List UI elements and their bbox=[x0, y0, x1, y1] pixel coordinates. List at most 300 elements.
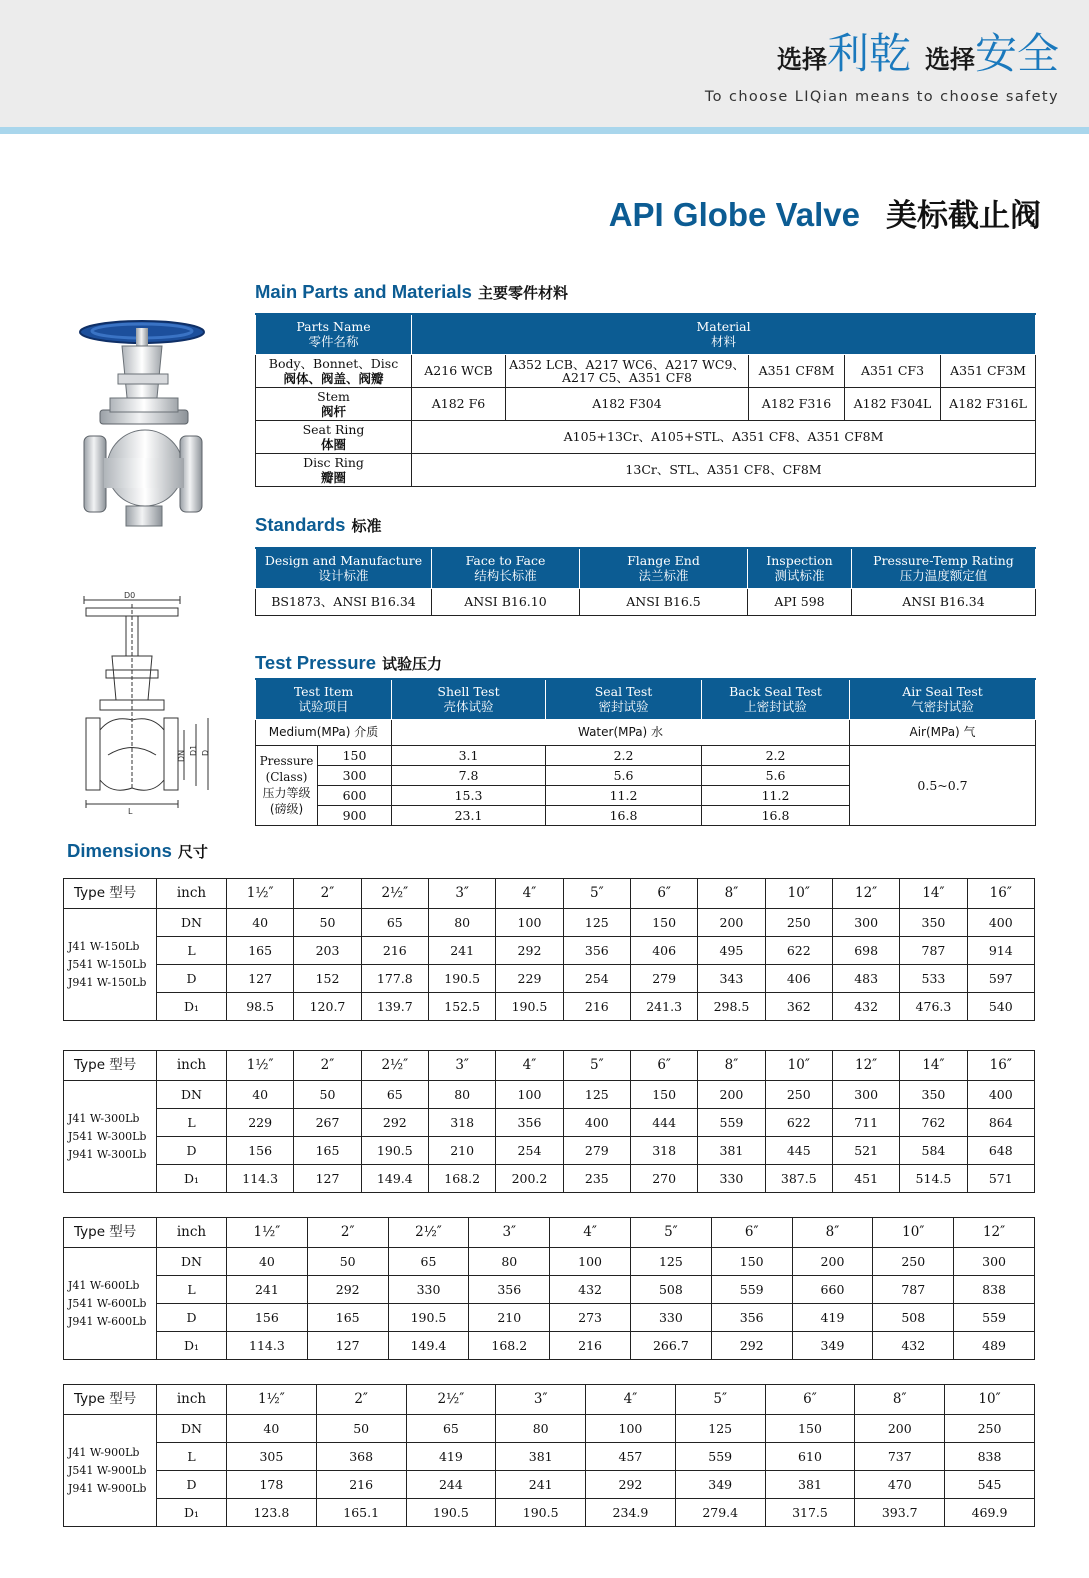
dimension-value: 50 bbox=[307, 1248, 388, 1276]
back-seal-value: 2.2 bbox=[702, 745, 850, 765]
size-header: 8″ bbox=[698, 1051, 765, 1081]
size-header: 5″ bbox=[675, 1385, 765, 1415]
dimension-label: D₁ bbox=[157, 1332, 227, 1360]
materials-col-part bbox=[256, 314, 412, 354]
dimensions-row bbox=[64, 937, 1035, 965]
part-name-cn: 阀体、阀盖、阀瓣 bbox=[283, 370, 384, 386]
model-name: J541 W-900Lb bbox=[68, 1463, 147, 1477]
dimension-value: 114.3 bbox=[227, 1165, 294, 1193]
pressure-label-en: Pressure bbox=[259, 754, 314, 768]
dimension-value: 660 bbox=[792, 1276, 873, 1304]
materials-row bbox=[256, 387, 1036, 420]
size-header: 8″ bbox=[855, 1385, 945, 1415]
slogan-brand: 利乾 bbox=[826, 29, 911, 78]
dimension-value: 444 bbox=[630, 1109, 697, 1137]
dimension-value: 125 bbox=[630, 1248, 711, 1276]
dimension-value: 200.2 bbox=[496, 1165, 563, 1193]
dimension-value: 521 bbox=[832, 1137, 899, 1165]
dimension-value: 80 bbox=[428, 909, 495, 937]
air-label: Air(MPa) 气 bbox=[850, 719, 1036, 745]
size-header: 10″ bbox=[765, 879, 832, 909]
standards-col-cn: 设计标准 bbox=[318, 568, 369, 584]
size-header: 14″ bbox=[900, 879, 967, 909]
dimensions-size-row bbox=[64, 1218, 1035, 1248]
dimension-value: 838 bbox=[954, 1276, 1035, 1304]
dimension-value: 559 bbox=[954, 1304, 1035, 1332]
dimension-value: 65 bbox=[388, 1248, 469, 1276]
dimensions-row bbox=[64, 1165, 1035, 1193]
model-name: J41 W-900Lb bbox=[68, 1445, 140, 1459]
test-col bbox=[546, 679, 702, 719]
standards-col-cn: 法兰标准 bbox=[638, 568, 689, 584]
size-header: 5″ bbox=[563, 1051, 630, 1081]
standards-col bbox=[256, 548, 432, 588]
dimension-value: 787 bbox=[873, 1276, 954, 1304]
dimensions-row bbox=[64, 1081, 1035, 1109]
dimension-value: 300 bbox=[954, 1248, 1035, 1276]
size-header: 3″ bbox=[428, 1051, 495, 1081]
part-name-cn: 瓣圈 bbox=[320, 469, 346, 485]
part-name-cn: 阀杆 bbox=[320, 403, 346, 419]
dimension-value: 216 bbox=[550, 1332, 631, 1360]
dimension-value: 711 bbox=[832, 1109, 899, 1137]
dimension-value: 250 bbox=[873, 1248, 954, 1276]
standards-value: BS1873、ANSI B16.34 bbox=[256, 588, 432, 615]
size-header: 6″ bbox=[765, 1385, 855, 1415]
size-header: 3″ bbox=[496, 1385, 586, 1415]
dimension-value: 318 bbox=[630, 1137, 697, 1165]
dimension-value: 150 bbox=[630, 1081, 697, 1109]
dimension-value: 165 bbox=[227, 937, 294, 965]
dimension-value: 229 bbox=[227, 1109, 294, 1137]
dimension-value: 343 bbox=[698, 965, 765, 993]
dimension-value: 125 bbox=[563, 909, 630, 937]
standards-row bbox=[256, 588, 1036, 615]
dimension-value: 273 bbox=[550, 1304, 631, 1332]
dimension-value: 200 bbox=[698, 1081, 765, 1109]
part-name-en: Body、Bonnet、Disc bbox=[268, 355, 399, 371]
test-col-en: Back Seal Test bbox=[729, 684, 822, 700]
standards-col-en: Face to Face bbox=[465, 553, 546, 569]
dimension-value: 250 bbox=[765, 909, 832, 937]
material-cell: A105+13Cr、A105+STL、A351 CF8、A351 CF8M bbox=[412, 420, 1036, 453]
dimension-value: 381 bbox=[698, 1137, 765, 1165]
inch-label: inch bbox=[157, 1218, 227, 1248]
pressure-class: 600 bbox=[318, 785, 392, 805]
dimension-value: 300 bbox=[832, 1081, 899, 1109]
materials-table bbox=[255, 313, 1036, 487]
materials-heading-en: Main Parts and Materials bbox=[255, 281, 472, 302]
test-col-en: Shell Test bbox=[437, 684, 500, 700]
seal-value: 11.2 bbox=[546, 785, 702, 805]
materials-heading-cn: 主要零件材料 bbox=[477, 284, 568, 302]
shell-value: 23.1 bbox=[392, 805, 546, 825]
size-header: 12″ bbox=[832, 879, 899, 909]
test-col bbox=[256, 679, 392, 719]
medium-row bbox=[256, 719, 1036, 745]
test-col-cn: 气密封试验 bbox=[911, 699, 974, 715]
dimension-value: 190.5 bbox=[496, 1499, 586, 1527]
size-header: 4″ bbox=[586, 1385, 676, 1415]
dimension-value: 156 bbox=[227, 1137, 294, 1165]
pressure-class: 150 bbox=[318, 745, 392, 765]
back-seal-value: 5.6 bbox=[702, 765, 850, 785]
dimension-value: 100 bbox=[586, 1415, 676, 1443]
dimension-value: 266.7 bbox=[630, 1332, 711, 1360]
dimension-value: 292 bbox=[307, 1276, 388, 1304]
dimension-value: 65 bbox=[406, 1415, 496, 1443]
dimension-value: 508 bbox=[630, 1276, 711, 1304]
slogan-cn bbox=[705, 28, 1059, 89]
dimension-value: 432 bbox=[550, 1276, 631, 1304]
dimension-value: 210 bbox=[469, 1304, 550, 1332]
standards-col bbox=[432, 548, 580, 588]
model-list bbox=[64, 1248, 157, 1360]
material-cell: A182 F304 bbox=[506, 387, 749, 420]
standards-col-cn: 结构长标准 bbox=[474, 568, 537, 584]
model-name: J41 W-600Lb bbox=[68, 1278, 140, 1292]
material-cell: A216 WCB bbox=[412, 354, 506, 387]
dimension-value: 445 bbox=[765, 1137, 832, 1165]
dimension-value: 762 bbox=[900, 1109, 967, 1137]
dimension-value: 50 bbox=[294, 1081, 361, 1109]
svg-text:L: L bbox=[128, 807, 133, 816]
standards-col-en: Flange End bbox=[627, 553, 700, 569]
dimension-value: 241 bbox=[428, 937, 495, 965]
slogan-safety: 安全 bbox=[974, 29, 1059, 78]
materials-col-material bbox=[412, 314, 1036, 354]
dimension-value: 451 bbox=[832, 1165, 899, 1193]
dimensions-table bbox=[63, 1050, 1035, 1193]
dimension-value: 292 bbox=[496, 937, 563, 965]
standards-header-row bbox=[256, 548, 1036, 588]
dimension-value: 350 bbox=[900, 909, 967, 937]
dimension-label: D₁ bbox=[157, 993, 227, 1021]
dimension-value: 127 bbox=[294, 1165, 361, 1193]
model-name: J941 W-150Lb bbox=[68, 975, 147, 989]
test-header-row bbox=[256, 679, 1036, 719]
air-seal-value: 0.5~0.7 bbox=[850, 745, 1036, 825]
size-header: 10″ bbox=[873, 1218, 954, 1248]
slogan bbox=[705, 28, 1059, 105]
size-header: 16″ bbox=[967, 879, 1034, 909]
dimension-value: 559 bbox=[698, 1109, 765, 1137]
dimension-value: 545 bbox=[945, 1471, 1035, 1499]
dimensions-row bbox=[64, 1137, 1035, 1165]
size-header: 12″ bbox=[832, 1051, 899, 1081]
seal-value: 2.2 bbox=[546, 745, 702, 765]
dimension-value: 50 bbox=[316, 1415, 406, 1443]
svg-text:D1: D1 bbox=[189, 744, 198, 756]
dimension-value: 349 bbox=[675, 1471, 765, 1499]
dimension-value: 210 bbox=[428, 1137, 495, 1165]
dimensions-row bbox=[64, 1499, 1035, 1527]
pressure-label bbox=[256, 745, 318, 825]
type-label: Type 型号 bbox=[64, 1051, 157, 1081]
size-header: 3″ bbox=[428, 879, 495, 909]
dimension-value: 350 bbox=[900, 1081, 967, 1109]
dimension-value: 165 bbox=[307, 1304, 388, 1332]
dimension-value: 235 bbox=[563, 1165, 630, 1193]
size-header: 6″ bbox=[711, 1218, 792, 1248]
model-name: J41 W-300Lb bbox=[68, 1111, 140, 1125]
dimensions-heading-en: Dimensions bbox=[67, 840, 172, 861]
dimension-value: 190.5 bbox=[496, 993, 563, 1021]
dimension-label: L bbox=[157, 1109, 227, 1137]
dimension-value: 298.5 bbox=[698, 993, 765, 1021]
dimension-value: 250 bbox=[945, 1415, 1035, 1443]
materials-row bbox=[256, 453, 1036, 486]
standards-col-cn: 测试标准 bbox=[774, 568, 825, 584]
dimensions-row bbox=[64, 1304, 1035, 1332]
dimension-value: 168.2 bbox=[469, 1332, 550, 1360]
size-header: 2½″ bbox=[361, 879, 428, 909]
dimensions-row bbox=[64, 1332, 1035, 1360]
dimension-value: 419 bbox=[406, 1443, 496, 1471]
dimension-value: 914 bbox=[967, 937, 1034, 965]
size-header: 2½″ bbox=[361, 1051, 428, 1081]
dimension-value: 483 bbox=[832, 965, 899, 993]
test-col-en: Seal Test bbox=[594, 684, 653, 700]
back-seal-value: 11.2 bbox=[702, 785, 850, 805]
dimensions-row bbox=[64, 965, 1035, 993]
dimensions-row bbox=[64, 1109, 1035, 1137]
dimension-value: 584 bbox=[900, 1137, 967, 1165]
test-pressure-heading-cn: 试验压力 bbox=[382, 655, 443, 673]
dimensions-size-row bbox=[64, 1051, 1035, 1081]
size-header: 12″ bbox=[954, 1218, 1035, 1248]
model-name: J541 W-300Lb bbox=[68, 1129, 147, 1143]
dimension-value: 241 bbox=[227, 1276, 308, 1304]
standards-value: ANSI B16.5 bbox=[580, 588, 748, 615]
standards-value: ANSI B16.10 bbox=[432, 588, 580, 615]
dimension-value: 330 bbox=[698, 1165, 765, 1193]
dimension-value: 150 bbox=[630, 909, 697, 937]
size-header: 2″ bbox=[294, 1051, 361, 1081]
model-name: J541 W-600Lb bbox=[68, 1296, 147, 1310]
dimension-value: 150 bbox=[711, 1248, 792, 1276]
dimension-value: 139.7 bbox=[361, 993, 428, 1021]
dimension-value: 356 bbox=[496, 1109, 563, 1137]
dimension-value: 216 bbox=[563, 993, 630, 1021]
shell-value: 3.1 bbox=[392, 745, 546, 765]
dimension-value: 495 bbox=[698, 937, 765, 965]
test-col-en: Test Item bbox=[293, 684, 354, 700]
dimension-value: 40 bbox=[227, 1415, 317, 1443]
part-name-en: Stem bbox=[317, 388, 350, 404]
dimension-value: 292 bbox=[586, 1471, 676, 1499]
dimension-label: L bbox=[157, 1443, 227, 1471]
dimension-value: 406 bbox=[630, 937, 697, 965]
test-pressure-table bbox=[255, 678, 1036, 826]
valve-drawing bbox=[72, 590, 222, 820]
dimension-label: D bbox=[157, 1137, 227, 1165]
dimension-value: 698 bbox=[832, 937, 899, 965]
dimension-value: 381 bbox=[496, 1443, 586, 1471]
dimension-value: 838 bbox=[945, 1443, 1035, 1471]
dimension-value: 356 bbox=[469, 1276, 550, 1304]
dimension-value: 368 bbox=[316, 1443, 406, 1471]
material-cell: 13Cr、STL、A351 CF8、CF8M bbox=[412, 453, 1036, 486]
dimension-value: 387.5 bbox=[765, 1165, 832, 1193]
valve-photo bbox=[70, 318, 210, 533]
part-name bbox=[256, 420, 412, 453]
standards-table bbox=[255, 547, 1036, 616]
pressure-label-class: (Class) bbox=[265, 770, 308, 784]
page-title-en: API Globe Valve bbox=[608, 196, 860, 233]
materials-col-mat-cn: 材料 bbox=[711, 334, 737, 350]
dimension-value: 165 bbox=[294, 1137, 361, 1165]
dimension-value: 279.4 bbox=[675, 1499, 765, 1527]
inch-label: inch bbox=[157, 1385, 227, 1415]
dimension-value: 149.4 bbox=[388, 1332, 469, 1360]
dimension-value: 864 bbox=[967, 1109, 1034, 1137]
dimension-label: DN bbox=[157, 1248, 227, 1276]
dimension-value: 40 bbox=[227, 1081, 294, 1109]
dimension-value: 200 bbox=[855, 1415, 945, 1443]
dimension-value: 540 bbox=[967, 993, 1034, 1021]
dimension-value: 432 bbox=[873, 1332, 954, 1360]
model-name: J41 W-150Lb bbox=[68, 939, 140, 953]
size-header: 10″ bbox=[765, 1051, 832, 1081]
back-seal-value: 16.8 bbox=[702, 805, 850, 825]
dimension-value: 362 bbox=[765, 993, 832, 1021]
dimension-value: 152 bbox=[294, 965, 361, 993]
dimension-value: 393.7 bbox=[855, 1499, 945, 1527]
dimension-label: DN bbox=[157, 909, 227, 937]
material-cell: A182 F316 bbox=[749, 387, 845, 420]
test-col bbox=[392, 679, 546, 719]
dimensions-row bbox=[64, 1276, 1035, 1304]
dimension-value: 318 bbox=[428, 1109, 495, 1137]
dimensions-heading-cn: 尺寸 bbox=[177, 843, 208, 861]
size-header: 4″ bbox=[550, 1218, 631, 1248]
pressure-label-cn2: (磅级) bbox=[269, 802, 304, 816]
dimensions-row bbox=[64, 993, 1035, 1021]
standards-value: ANSI B16.34 bbox=[852, 588, 1036, 615]
dimension-value: 400 bbox=[967, 1081, 1034, 1109]
size-header: 6″ bbox=[630, 1051, 697, 1081]
part-name bbox=[256, 453, 412, 486]
dimension-value: 190.5 bbox=[361, 1137, 428, 1165]
dimension-value: 100 bbox=[496, 1081, 563, 1109]
dimensions-table bbox=[63, 1384, 1035, 1527]
dimension-value: 571 bbox=[967, 1165, 1034, 1193]
pressure-class: 900 bbox=[318, 805, 392, 825]
dimension-value: 559 bbox=[711, 1276, 792, 1304]
dimension-value: 622 bbox=[765, 937, 832, 965]
test-col-cn: 上密封试验 bbox=[744, 699, 807, 715]
test-col-cn: 壳体试验 bbox=[443, 699, 494, 715]
slogan-en: To choose LIQian means to choose safety bbox=[704, 89, 1059, 105]
dimension-value: 127 bbox=[307, 1332, 388, 1360]
dimensions-row bbox=[64, 1415, 1035, 1443]
materials-row bbox=[256, 420, 1036, 453]
dimension-value: 190.5 bbox=[428, 965, 495, 993]
dimension-label: L bbox=[157, 1276, 227, 1304]
shell-value: 15.3 bbox=[392, 785, 546, 805]
dimension-label: D₁ bbox=[157, 1499, 227, 1527]
dimension-value: 254 bbox=[563, 965, 630, 993]
dimension-value: 100 bbox=[496, 909, 563, 937]
dimension-value: 50 bbox=[294, 909, 361, 937]
dimension-value: 330 bbox=[630, 1304, 711, 1332]
standards-col-en: Inspection bbox=[766, 553, 833, 569]
model-name: J941 W-900Lb bbox=[68, 1481, 147, 1495]
slogan-choose-2: 选择 bbox=[924, 45, 975, 74]
dimension-value: 267 bbox=[294, 1109, 361, 1137]
dimension-value: 203 bbox=[294, 937, 361, 965]
dimension-value: 156 bbox=[227, 1304, 308, 1332]
part-name-en: Seat Ring bbox=[302, 421, 365, 437]
dimension-label: D bbox=[157, 1471, 227, 1499]
dimension-value: 317.5 bbox=[765, 1499, 855, 1527]
page-title-cn: 美标截止阀 bbox=[886, 198, 1041, 234]
shell-value: 7.8 bbox=[392, 765, 546, 785]
dimension-label: L bbox=[157, 937, 227, 965]
dimension-value: 559 bbox=[675, 1443, 765, 1471]
size-header: 14″ bbox=[900, 1051, 967, 1081]
dimension-value: 165.1 bbox=[316, 1499, 406, 1527]
seal-value: 16.8 bbox=[546, 805, 702, 825]
size-header: 8″ bbox=[792, 1218, 873, 1248]
material-cell: A182 F316L bbox=[941, 387, 1036, 420]
dimension-value: 200 bbox=[698, 909, 765, 937]
materials-heading bbox=[255, 281, 568, 303]
page-title bbox=[609, 190, 1041, 235]
dimension-value: 279 bbox=[563, 1137, 630, 1165]
size-header: 5″ bbox=[563, 879, 630, 909]
dimension-value: 292 bbox=[361, 1109, 428, 1137]
dimension-value: 229 bbox=[496, 965, 563, 993]
dimension-value: 400 bbox=[563, 1109, 630, 1137]
dimension-value: 244 bbox=[406, 1471, 496, 1499]
materials-col-mat-en: Material bbox=[696, 319, 751, 335]
dimension-value: 216 bbox=[361, 937, 428, 965]
dimension-value: 177.8 bbox=[361, 965, 428, 993]
dimension-value: 114.3 bbox=[227, 1332, 308, 1360]
dimensions-size-row bbox=[64, 1385, 1035, 1415]
material-cell: A182 F6 bbox=[412, 387, 506, 420]
materials-row bbox=[256, 354, 1036, 387]
size-header: 5″ bbox=[630, 1218, 711, 1248]
standards-col bbox=[852, 548, 1036, 588]
dimension-value: 305 bbox=[227, 1443, 317, 1471]
dimension-value: 123.8 bbox=[227, 1499, 317, 1527]
material-cell: A182 F304L bbox=[845, 387, 941, 420]
size-header: 8″ bbox=[698, 879, 765, 909]
material-cell: A351 CF8M bbox=[749, 354, 845, 387]
dimension-value: 168.2 bbox=[428, 1165, 495, 1193]
dimension-value: 80 bbox=[428, 1081, 495, 1109]
standards-heading-en: Standards bbox=[255, 514, 346, 535]
dimension-value: 125 bbox=[563, 1081, 630, 1109]
dimension-value: 234.9 bbox=[586, 1499, 676, 1527]
material-cell: A352 LCB、A217 WC6、A217 WC9、A217 C5、A351 CF8 bbox=[506, 354, 749, 387]
size-header: 1½″ bbox=[227, 1218, 308, 1248]
dimension-value: 80 bbox=[496, 1415, 586, 1443]
dimension-value: 469.9 bbox=[945, 1499, 1035, 1527]
dimension-value: 737 bbox=[855, 1443, 945, 1471]
size-header: 2″ bbox=[307, 1218, 388, 1248]
standards-value: API 598 bbox=[748, 588, 852, 615]
inch-label: inch bbox=[157, 879, 227, 909]
dimension-value: 597 bbox=[967, 965, 1034, 993]
dimension-value: 419 bbox=[792, 1304, 873, 1332]
standards-col bbox=[748, 548, 852, 588]
dimension-value: 250 bbox=[765, 1081, 832, 1109]
pressure-label-cn: 压力等级 bbox=[262, 786, 311, 800]
